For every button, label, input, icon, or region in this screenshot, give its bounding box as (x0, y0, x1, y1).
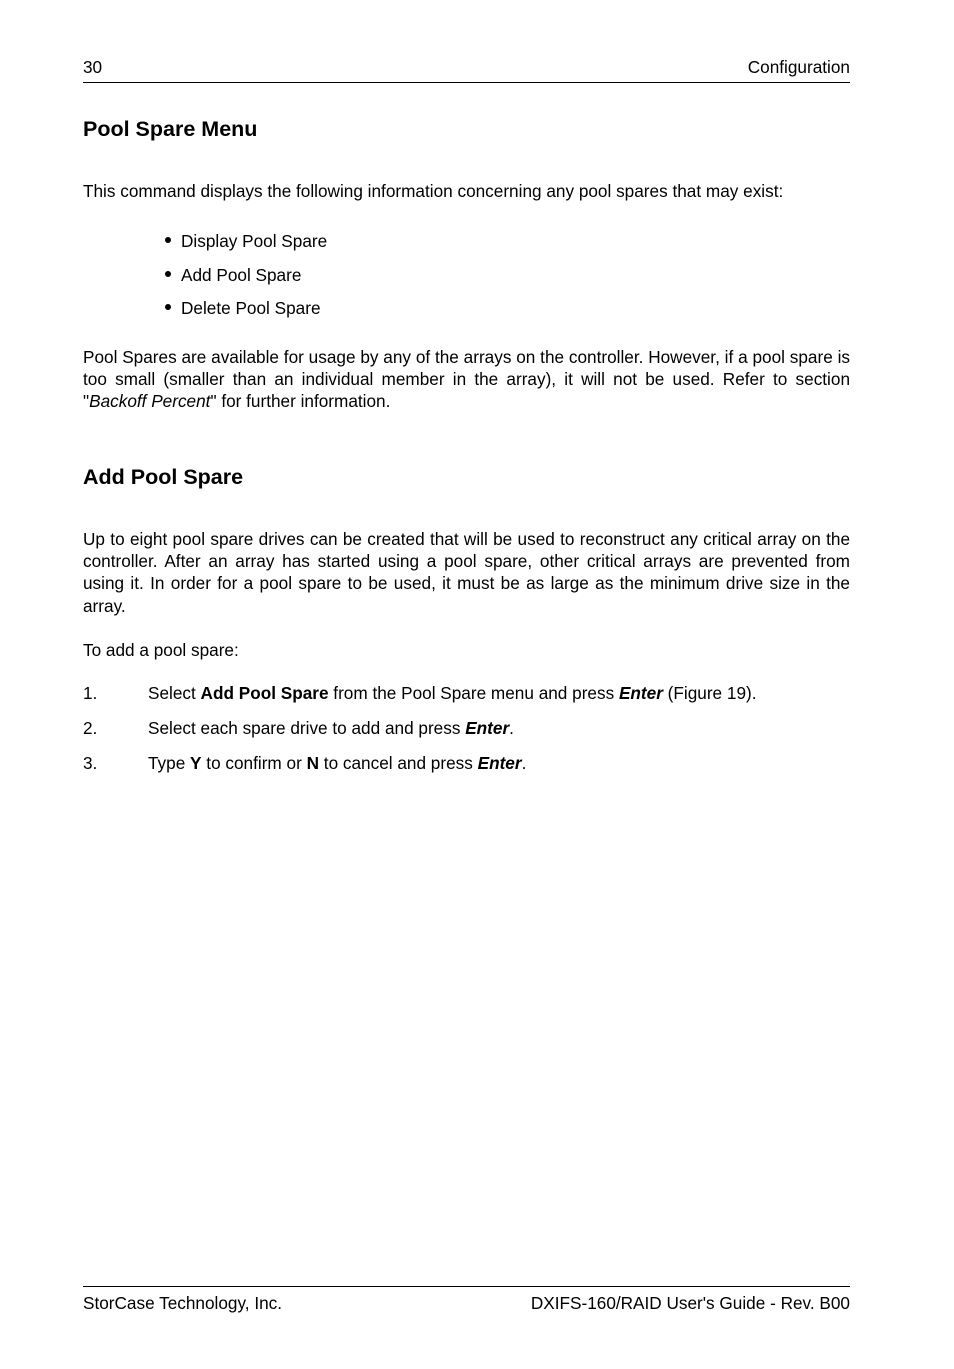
add-pool-spare-instructions: To add a pool spare: (83, 640, 239, 660)
add-pool-spare-heading: Add Pool Spare (83, 465, 244, 489)
step-number: 1. (83, 683, 98, 703)
step-text-part: from the Pool Spare menu and press (328, 683, 619, 703)
page-number: 30 (83, 57, 103, 77)
footer-document-title: DXIFS-160/RAID User's Guide - Rev. B00 (530, 1293, 850, 1313)
bullet-icon (165, 271, 171, 277)
bullet-icon (165, 237, 171, 243)
step-number: 3. (83, 753, 98, 773)
step-number: 2. (83, 718, 98, 738)
step-text (148, 683, 757, 704)
step-text-part: . (509, 718, 514, 738)
step-text-part: Select (148, 683, 201, 703)
bullet-item-add (165, 265, 301, 286)
step-text-part: . (521, 753, 527, 773)
bullet-icon (165, 304, 171, 310)
add-pool-spare-paragraph: Up to eight pool spare drives can be created that will be used to reconstruct any critical array on the controller. After an array has started using a pool spare, other critical arrays are prevented from using it. In order for a pool spare to be used, it must be as large as the minimum drive size in the array. (83, 529, 850, 616)
bullet-text: Add Pool Spare (181, 265, 302, 285)
enter-key: Enter (477, 753, 522, 773)
step-text-part: to confirm or (201, 753, 307, 773)
enter-key: Enter (618, 683, 663, 703)
paragraph-text: " for further information. (210, 391, 391, 412)
bullet-text: Display Pool Spare (181, 231, 328, 251)
paragraph-text: Pool Spares are available for usage by any of the arrays on the controller. However, if a pool spare is too small (smaller than an individual member in the array), it will not be used. Refer to section " (83, 347, 850, 412)
pool-spare-menu-intro: This command displays the following information concerning any pool spares that may exist: (83, 181, 784, 201)
bullet-text: Delete Pool Spare (181, 298, 321, 318)
bullet-item-display (165, 231, 327, 252)
step-text-part: Select each spare drive to add and press (148, 718, 466, 738)
step-text-part: (Figure 19). (662, 683, 757, 703)
cancel-key: N (306, 753, 320, 773)
bullet-item-delete (165, 298, 321, 319)
step-text-part: Type (148, 753, 191, 773)
step-text-part: to cancel and press (319, 753, 478, 773)
header-section-title: Configuration (747, 57, 850, 77)
confirm-key: Y (190, 753, 202, 773)
footer-rule (83, 1286, 850, 1287)
add-pool-spare-command: Add Pool Spare (200, 683, 329, 703)
pool-spare-menu-heading: Pool Spare Menu (83, 117, 258, 141)
footer-company: StorCase Technology, Inc. (83, 1293, 283, 1313)
enter-key: Enter (465, 718, 510, 738)
backoff-percent-reference: Backoff Percent (89, 391, 211, 412)
step-text (148, 718, 514, 739)
pool-spare-menu-paragraph (83, 346, 850, 413)
header-rule (83, 82, 850, 83)
step-text (148, 753, 526, 774)
